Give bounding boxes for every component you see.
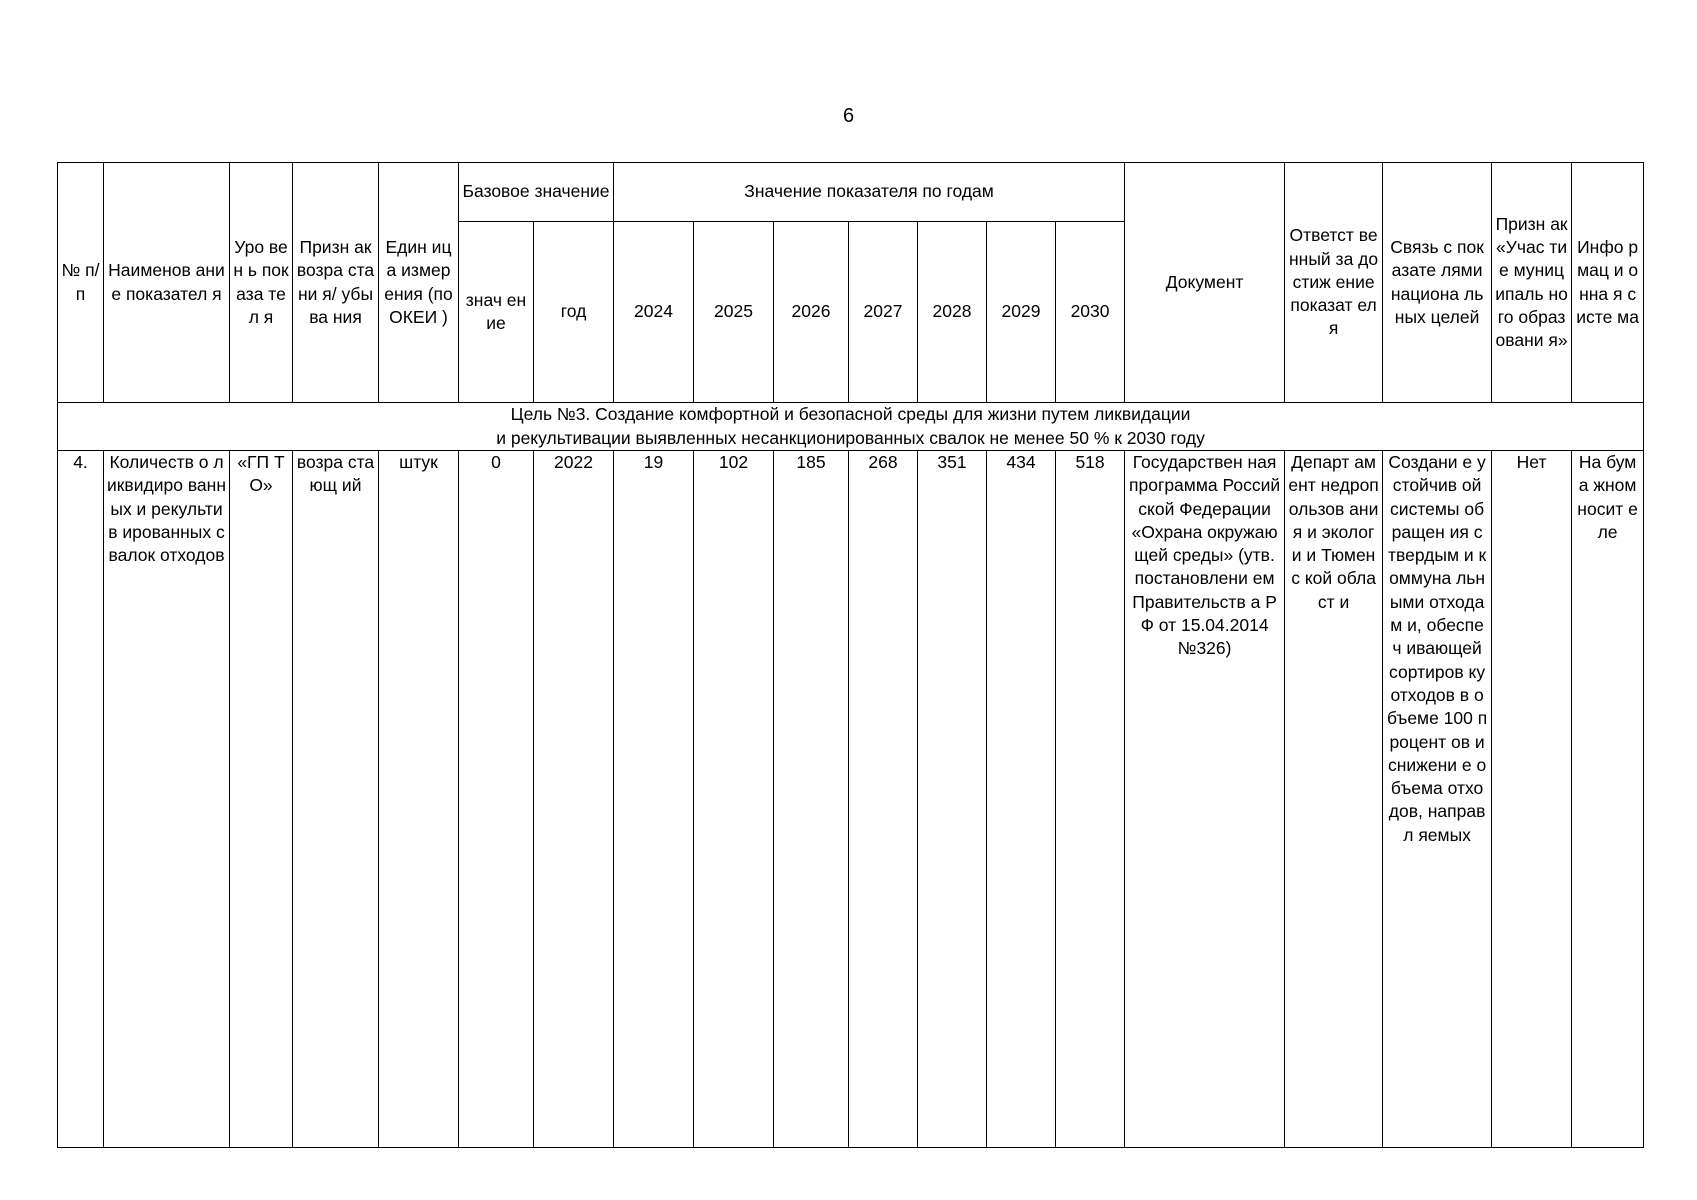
header-base-year: год (534, 222, 614, 403)
cell-base-year: 2022 (534, 451, 614, 1148)
header-trend: Призн ак возра стани я/ убыва ния (293, 163, 379, 403)
header-document: Документ (1125, 163, 1285, 403)
header-year-2029: 2029 (987, 222, 1056, 403)
cell-info-system: На бума жном носит еле (1572, 451, 1644, 1148)
goal-line-2: и рекультивации выявленных несанкционированных свалок не менее 50 % к 2030 году (496, 427, 1205, 448)
header-num: № п/п (58, 163, 104, 403)
table-row (58, 451, 1644, 1148)
goal-line-1: Цель №3. Создание комфортной и безопасной среды для жизни путем ликвидации (510, 404, 1191, 425)
header-year-2028: 2028 (918, 222, 987, 403)
header-national-link: Связь с показате лями национа льных целей (1383, 163, 1492, 403)
cell-num: 4. (58, 451, 104, 1148)
cell-municipal: Нет (1492, 451, 1572, 1148)
header-responsible: Ответст венный за достиж ение показат еля (1285, 163, 1383, 403)
cell-value-2029: 434 (987, 451, 1056, 1148)
header-years-group: Значение показателя по годам (614, 163, 1125, 222)
cell-unit: штук (379, 451, 459, 1148)
header-unit: Един ица измер ения (по ОКЕИ ) (379, 163, 459, 403)
cell-responsible: Департ амент недроп ользов ания и экологи и Тюменс кой област и (1285, 451, 1383, 1148)
header-year-2025: 2025 (694, 222, 774, 403)
cell-document: Государствен ная программа Российской Федерации «Охрана окружающей среды» (утв. постановлени ем Правительств а РФ от 15.04.2014 №326) (1125, 451, 1285, 1148)
header-year-2026: 2026 (774, 222, 849, 403)
goal-row (58, 403, 1644, 451)
indicators-table (57, 162, 1644, 1148)
header-year-2030: 2030 (1056, 222, 1125, 403)
header-level: Уро вен ь пок аза тел я (230, 163, 293, 403)
cell-trend: возра стающ ий (293, 451, 379, 1148)
cell-base-value: 0 (459, 451, 534, 1148)
header-name: Наименов ание показател я (104, 163, 230, 403)
cell-value-2026: 185 (774, 451, 849, 1148)
cell-value-2028: 351 (918, 451, 987, 1148)
header-base-value: знач ение (459, 222, 534, 403)
cell-name: Количеств о ликвидиро ванных и рекультив ированных свалок отходов (104, 451, 230, 1148)
header-base-group: Базовое значение (459, 163, 614, 222)
cell-national-link: Создани е устойчив ой системы обращен ия с твердым и коммуна льными отходам и, обеспеч ивающей сортиров ку отходов в объеме 100 процент ов и снижени е объема отходов, направл яемых (1383, 451, 1492, 1148)
cell-value-2024: 19 (614, 451, 694, 1148)
cell-value-2025: 102 (694, 451, 774, 1148)
header-info-system: Инфо рмац и онна я систе ма (1572, 163, 1644, 403)
header-municipal: Призн ак «Учас тие муниц ипаль ного образ овани я» (1492, 163, 1572, 403)
page-number: 6 (842, 105, 855, 127)
header-year-2027: 2027 (849, 222, 918, 403)
header-year-2024: 2024 (614, 222, 694, 403)
cell-level: «ГП ТО» (230, 451, 293, 1148)
cell-value-2027: 268 (849, 451, 918, 1148)
cell-value-2030: 518 (1056, 451, 1125, 1148)
